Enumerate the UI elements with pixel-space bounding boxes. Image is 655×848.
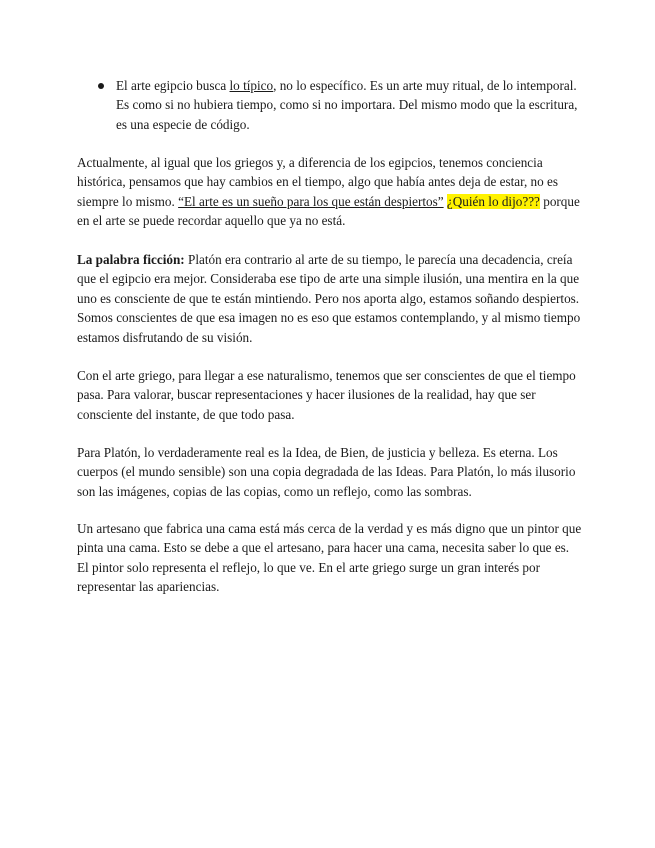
paragraph-arte-griego: Con el arte griego, para llegar a ese naturalismo, tenemos que ser conscientes de que el tiempo pasa. Para valorar, buscar representaciones y hacer ilusiones de la realidad, hay que ser consciente del instante, de que todo pasa. (77, 368, 576, 422)
section-heading-bold: La palabra ficción: (77, 252, 185, 267)
bullet-icon (98, 83, 104, 89)
underlined-term: lo típico (229, 78, 274, 93)
quote-underlined: “El arte es un sueño para los que están despiertos” (178, 193, 444, 209)
bullet-text-pre: El arte egipcio busca (116, 78, 230, 93)
highlighted-question: ¿Quién lo dijo??? (446, 193, 540, 209)
paragraph-artesano: Un artesano que fabrica una cama está más cerca de la verdad y es más digno que un pintor que pinta una cama. Esto se debe a que el artesano, para hacer una cama, necesita saber lo que es. El pintor solo representa el reflejo, lo que ve. En el arte griego surge un gran interés por representar las apariencias. (77, 521, 582, 595)
p1-text-post: porque en el arte se puede recordar aquello que ya no está. (77, 193, 580, 229)
bullet-paragraph (116, 76, 586, 134)
p1-text-pre: Actualmente, al igual que los griegos y, a diferencia de los egipcios, tenemos conciencia histórica, pensamos que hay cambios en el tiempo, algo que había antes deja de estar, no es siempre lo mismo. (77, 155, 559, 209)
p2-text: Platón era contrario al arte de su tiempo, le parecía una decadencia, creía que el egipcio era mejor. Consideraba ese tipo de arte una simple ilusión, una mentira en la que uno es consciente de que te están mintiendo. Pero nos aporta algo, estamos soñando despiertos. Somos conscientes de que esa imagen no es eso que estamos contemplando, y al mismo tiempo estamos disfrutando de su visión. (77, 252, 581, 345)
paragraph-conciencia-historica (77, 153, 582, 231)
bullet-text-post: , no lo específico. Es un arte muy ritual, de lo intemporal. Es como si no hubiera tiempo, como si no importara. Del mismo modo que la escritura, es una especie de código. (116, 78, 578, 132)
paragraph-palabra-ficcion (77, 250, 582, 347)
paragraph-platon-idea: Para Platón, lo verdaderamente real es la Idea, de Bien, de justicia y belleza. Es eterna. Los cuerpos (el mundo sensible) son una copia degradada de las Ideas. Para Platón, lo más ilusorio son las imágenes, copias de las copias, como un reflejo, como las sombras. (77, 445, 576, 499)
